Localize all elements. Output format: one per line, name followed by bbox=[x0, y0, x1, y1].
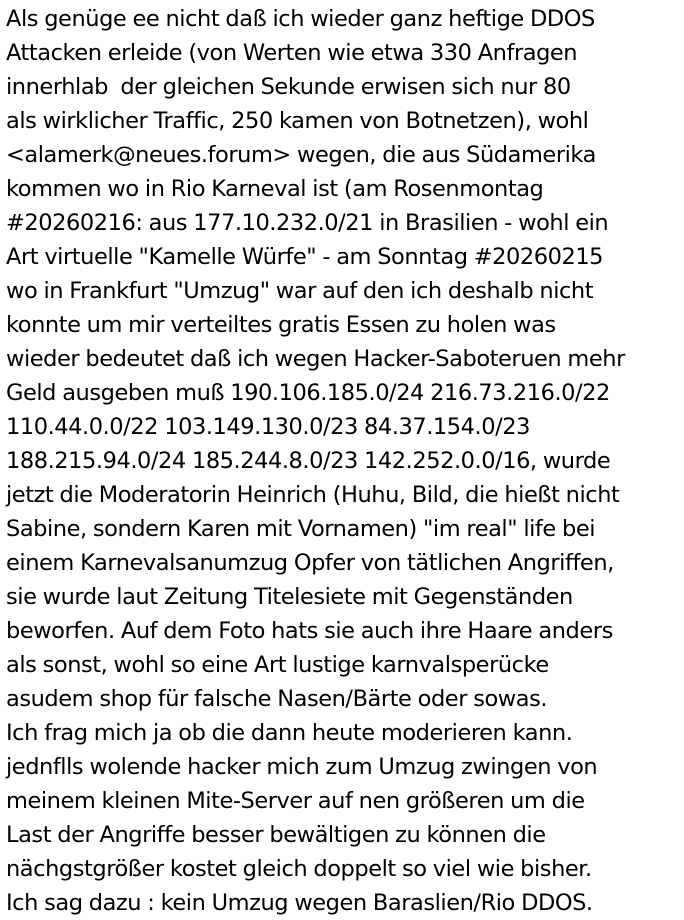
text-line: Ich frag mich ja ob die dann heute moderieren kann. bbox=[6, 720, 573, 746]
text-line: Als genüge ee nicht daß ich wieder ganz heftige DDOS bbox=[6, 6, 595, 32]
text-line: Ich sag dazu : kein Umzug wegen Baraslien/Rio DDOS. bbox=[6, 890, 593, 916]
text-line: 110.44.0.0/22 103.149.130.0/23 84.37.154.0/23 bbox=[6, 414, 530, 440]
text-line: nächgstgrößer kostet gleich doppelt so viel wie bisher. bbox=[6, 856, 592, 882]
text-line: Geld ausgeben muß 190.106.185.0/24 216.73.216.0/22 bbox=[6, 380, 610, 406]
text-line: <alamerk@neues.forum> wegen, die aus Südamerika bbox=[6, 142, 596, 168]
text-line: 188.215.94.0/24 185.244.8.0/23 142.252.0.0/16, wurde bbox=[6, 448, 611, 474]
text-line: wo in Frankfurt "Umzug" war auf den ich deshalb nicht bbox=[6, 278, 594, 304]
text-line: Attacken erleide (von Werten wie etwa 330 Anfragen bbox=[6, 40, 578, 66]
text-line: kommen wo in Rio Karneval ist (am Rosenmontag bbox=[6, 176, 544, 202]
text-line: wieder bedeutet daß ich wegen Hacker-Saboteruen mehr bbox=[6, 346, 625, 372]
text-line: meinem kleinen Mite-Server auf nen größeren um die bbox=[6, 788, 585, 814]
text-line: sie wurde laut Zeitung Titelesiete mit Gegenständen bbox=[6, 584, 573, 610]
text-line: Last der Angriffe besser bewältigen zu können die bbox=[6, 822, 546, 848]
text-line: einem Karnevalsanumzug Opfer von tätlichen Angriffen, bbox=[6, 550, 614, 576]
text-line: als sonst, wohl so eine Art lustige karnvalsperücke bbox=[6, 652, 549, 678]
text-line: jednflls wolende hacker mich zum Umzug zwingen von bbox=[6, 754, 598, 780]
text-line: #20260216: aus 177.10.232.0/21 in Brasilien - wohl ein bbox=[6, 210, 609, 236]
text-line: Sabine, sondern Karen mit Vornamen) "im real" life bei bbox=[6, 516, 596, 542]
text-line: Art virtuelle "Kamelle Würfe" - am Sonntag #20260215 bbox=[6, 244, 604, 270]
text-line: asudem shop für falsche Nasen/Bärte oder sowas. bbox=[6, 686, 548, 712]
text-line: innerhlab der gleichen Sekunde erwisen sich nur 80 bbox=[6, 74, 571, 100]
text-line: jetzt die Moderatorin Heinrich (Huhu, Bild, die hießt nicht bbox=[6, 482, 620, 508]
text-line: konnte um mir verteiltes gratis Essen zu holen was bbox=[6, 312, 556, 338]
document-body bbox=[6, 2, 682, 920]
text-line: beworfen. Auf dem Foto hats sie auch ihre Haare anders bbox=[6, 618, 613, 644]
text-line: als wirklicher Traffic, 250 kamen von Botnetzen), wohl bbox=[6, 108, 589, 134]
